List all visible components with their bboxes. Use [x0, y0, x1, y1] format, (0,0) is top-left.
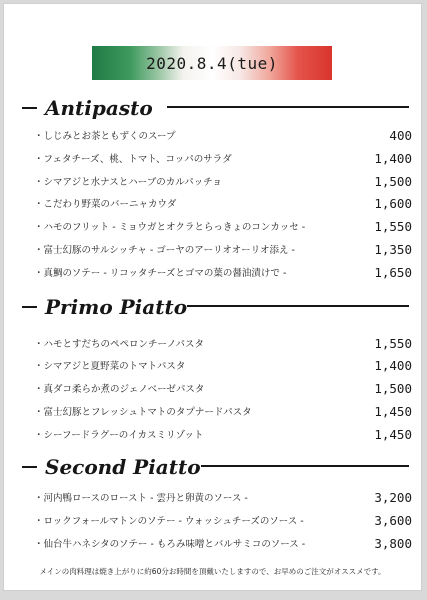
- title-dash: [22, 466, 37, 468]
- menu-item: [34, 173, 412, 189]
- item-price: 1,400: [374, 357, 412, 373]
- menu-item: [34, 241, 412, 257]
- item-price: 3,800: [374, 535, 412, 551]
- section-title-primo-piatto: [22, 295, 187, 319]
- item-price: 1,400: [374, 150, 412, 166]
- menu-item: [34, 403, 412, 419]
- item-name: ・シマアジと水ナスとハーブのカルパッチョ: [34, 177, 222, 188]
- item-name: ・真ダコ柔らか煮のジェノベーゼパスタ: [34, 384, 205, 395]
- item-name: ・仙台牛ハネシタのソテー - もろみ味噌とバルサミコのソース -: [34, 539, 306, 550]
- item-name: ・富士幻豚とフレッシュトマトのタプナードパスタ: [34, 407, 252, 418]
- section-title-antipasto: [22, 96, 153, 120]
- item-name: ・シーフードラグーのイカスミリゾット: [34, 430, 204, 441]
- menu-item: [34, 380, 412, 396]
- item-price: 400: [389, 127, 412, 143]
- item-price: 1,550: [374, 335, 412, 351]
- menu-item: [34, 512, 412, 528]
- item-name: ・フェタチーズ、桃、トマト、コッパのサラダ: [34, 154, 232, 165]
- menu-item: [34, 535, 412, 551]
- item-name: ・真鯛のソテー - リコッタチーズとゴマの葉の醤油漬けで -: [34, 268, 287, 279]
- item-price: 1,550: [374, 218, 412, 234]
- section-title-second-piatto: [22, 455, 201, 479]
- item-name: ・ハモとすだちのペペロンチーノパスタ: [34, 339, 205, 350]
- item-price: 1,500: [374, 173, 412, 189]
- item-price: 1,650: [374, 264, 412, 280]
- menu-date: 2020.8.4(tue): [146, 53, 278, 73]
- item-name: ・しじみとお茶ともずくのスープ: [34, 131, 176, 142]
- item-price: 3,600: [374, 512, 412, 528]
- menu-item: [34, 357, 412, 373]
- menu-item: [34, 426, 412, 442]
- section-rule: [201, 465, 409, 467]
- menu-item: [34, 335, 412, 351]
- item-name: ・こだわり野菜のバーニャカウダ: [34, 199, 177, 210]
- section-title-text: Second Piatto: [45, 455, 201, 479]
- item-price: 1,450: [374, 403, 412, 419]
- item-name: ・ロックフォールマトンのソテー - ウォッシュチーズのソース -: [34, 516, 304, 527]
- title-dash: [22, 306, 37, 308]
- menu-item: [34, 489, 412, 505]
- footnote: メインの肉料理は焼き上がりに約60分お時間を頂戴いたしますので、お早めのご注文がオススメです。: [39, 567, 386, 576]
- menu-item: [34, 195, 412, 211]
- item-price: 3,200: [374, 489, 412, 505]
- section-rule: [167, 106, 409, 108]
- item-price: 1,500: [374, 380, 412, 396]
- section-rule: [187, 305, 409, 307]
- item-price: 1,600: [374, 195, 412, 211]
- menu-page: [3, 3, 422, 591]
- section-title-text: Antipasto: [45, 96, 153, 120]
- section-title-text: Primo Piatto: [45, 295, 188, 319]
- item-name: ・ハモのフリット - ミョウガとオクラとらっきょのコンカッセ -: [34, 222, 306, 233]
- menu-item: [34, 264, 412, 280]
- item-name: ・富士幻豚のサルシッチャ - ゴーヤのアーリオオーリオ添え -: [34, 245, 295, 256]
- item-price: 1,450: [374, 426, 412, 442]
- menu-item: [34, 150, 412, 166]
- item-name: ・シマアジと夏野菜のトマトパスタ: [34, 361, 186, 372]
- title-dash: [22, 107, 37, 109]
- menu-item: [34, 218, 412, 234]
- item-price: 1,350: [374, 241, 412, 257]
- menu-item: [34, 127, 412, 143]
- item-name: ・河内鴨ロースのロースト - 雲丹と卵黄のソース -: [34, 493, 248, 504]
